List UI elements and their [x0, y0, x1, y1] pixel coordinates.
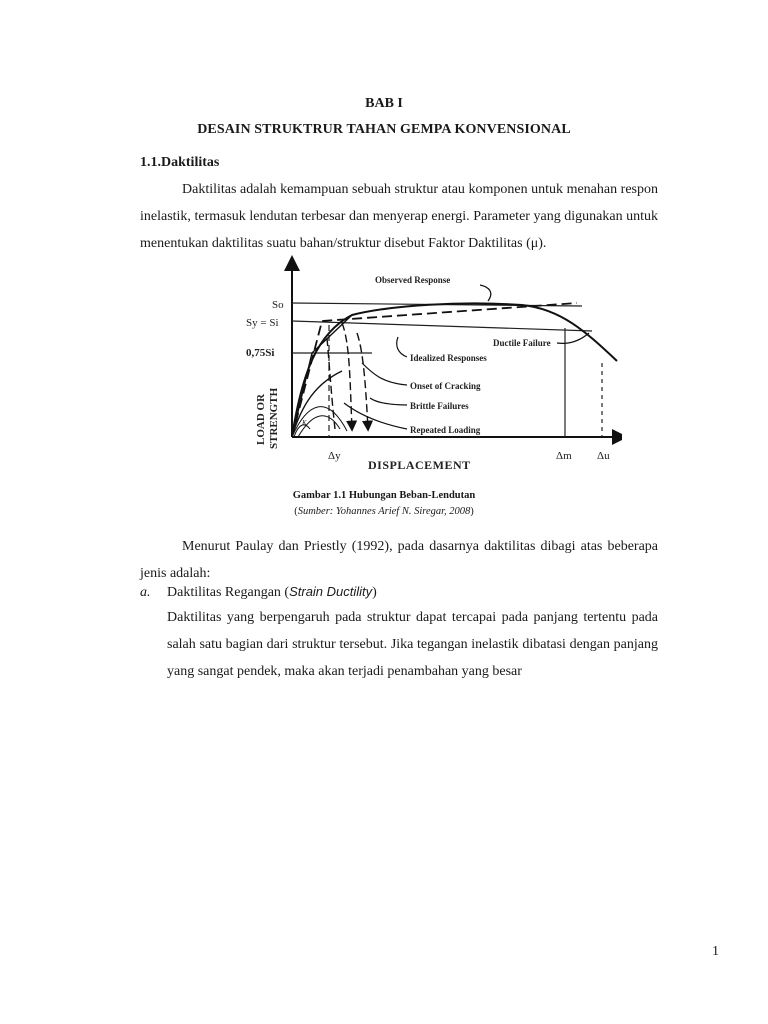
label-onset-of-cracking: Onset of Cracking [410, 381, 481, 391]
paragraph-strain-ductility: Daktilitas yang berpengaruh pada struktur dapat tercapai pada panjang tertentu pada salah satu bagian dari struktur tersebut. Jika tegangan inelastik dibatasi dengan panjang yang sangat pendek, maka akan terjadi penambahan yang besar [167, 610, 658, 679]
page-title: DESAIN STRUKTRUR TAHAN GEMPA KONVENSIONAL [197, 122, 571, 137]
brittle-failure-line [342, 323, 352, 429]
chapter-heading: BAB I [365, 96, 403, 111]
list-item-close: ) [372, 585, 377, 600]
label-sy: Sy = Si [246, 317, 279, 329]
label-ductile-failure: Ductile Failure [493, 338, 551, 348]
figure-source: (Sumber: Yohannes Arief N. Siregar, 2008) [294, 506, 474, 517]
label-brittle-failures: Brittle Failures [410, 401, 469, 411]
figure-source-text: Sumber: Yohannes Arief N. Siregar, 2008 [297, 506, 471, 517]
paragraph-types: Menurut Paulay dan Priestly (1992), pada dasarnya daktilitas dibagi atas beberapa jenis adalah: [140, 539, 658, 581]
label-idealized-responses: Idealized Responses [410, 353, 487, 363]
idealized-response-line [292, 303, 577, 437]
label-delta-u: Δu [597, 450, 610, 462]
label-so: So [272, 299, 284, 311]
label-delta-y: Δy [328, 450, 341, 462]
x-axis-label: DISPLACEMENT [368, 458, 471, 472]
load-displacement-figure [232, 253, 622, 478]
label-delta-m: Δm [556, 450, 572, 462]
label-observed-response: Observed Response [375, 275, 451, 285]
label-repeated-loading: Repeated Loading [410, 425, 481, 435]
figure-drawing [232, 253, 622, 478]
paragraph-intro: Daktilitas adalah kemampuan sebuah struktur atau komponen untuk menahan respon inelastik, termasuk lendutan terbesar dan menyerap energi. Parameter yang digunakan untuk menentukan daktilitas suatu bahan/struktur disebut Faktor Daktilitas (μ). [140, 182, 658, 251]
list-item-text: Daktilitas Regangan ( [167, 585, 290, 600]
page-number: 1 [712, 944, 719, 959]
list-item-strain-ductility [140, 584, 377, 601]
y-axis-label-1: LOAD OR [255, 393, 267, 445]
observed-response-curve [292, 303, 617, 437]
section-heading: 1.1.Daktilitas [140, 155, 220, 170]
y-axis-label-2: STRENGTH [268, 387, 280, 449]
label-075si: 0,75Si [246, 347, 275, 359]
list-item-italic: Strain Ductility [289, 584, 373, 599]
label-angle: K [302, 419, 307, 427]
figure-caption: Gambar 1.1 Hubungan Beban-Lendutan [292, 490, 476, 501]
list-marker: a. [140, 585, 151, 600]
